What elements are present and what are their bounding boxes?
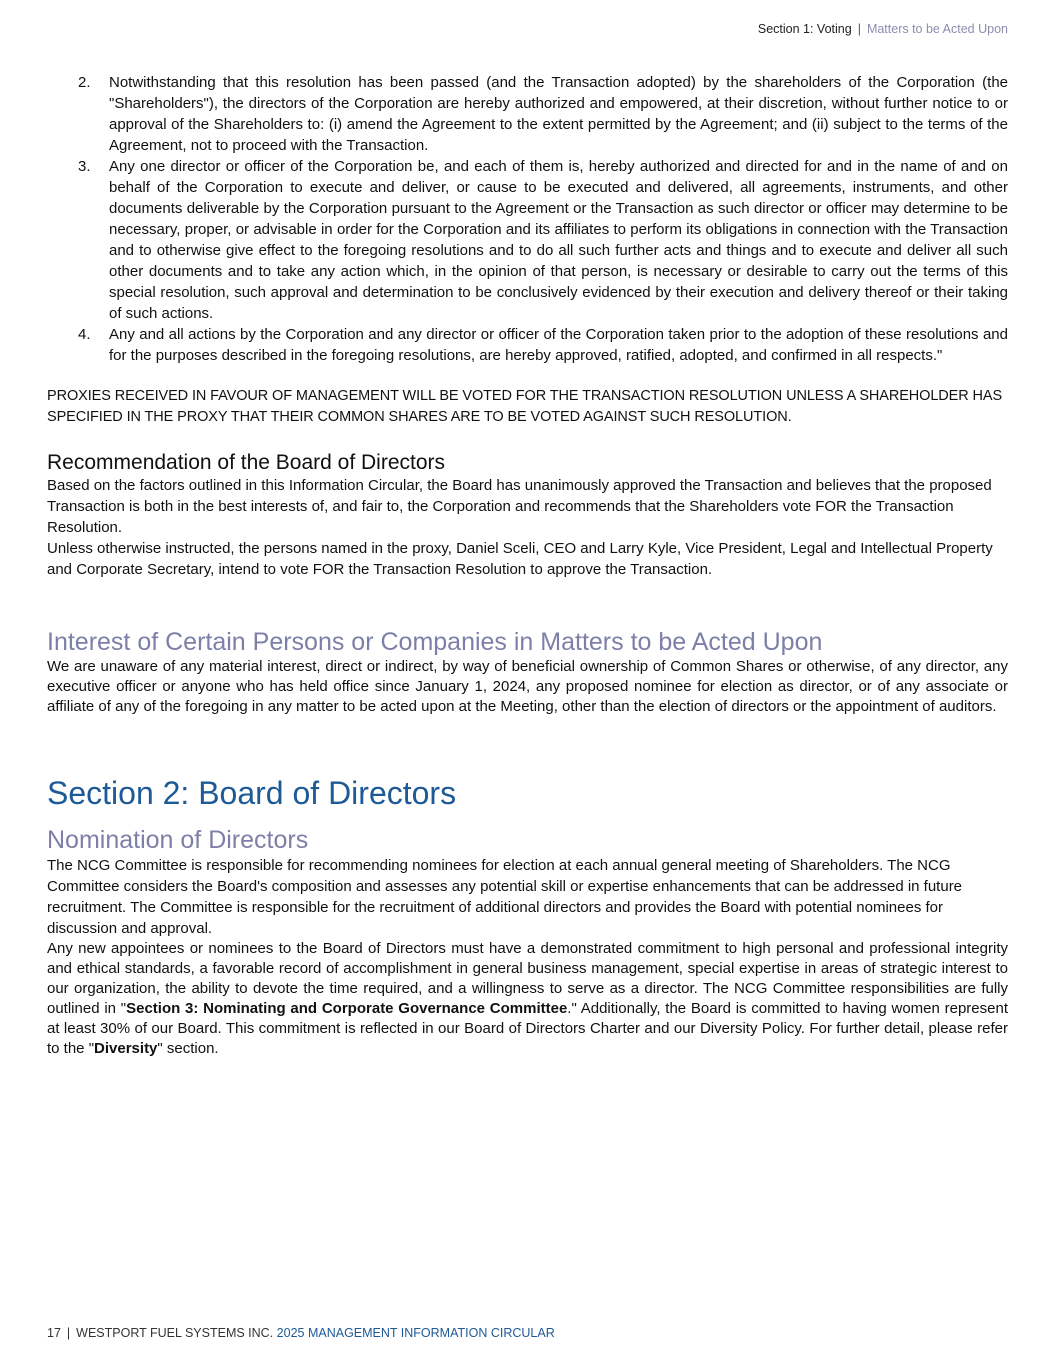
header-separator: | bbox=[857, 22, 861, 36]
page-number: 17 bbox=[47, 1326, 61, 1340]
list-item bbox=[47, 156, 1008, 324]
list-item-number: 4. bbox=[78, 326, 91, 343]
paragraph-text: ." Additionally, the Board is committed to having women represent at least 30% of our Board. This commitment is reflected in our Board of Directors Charter and our Diversity Policy. For further detail, please refer to the " bbox=[47, 1000, 1008, 1057]
nomination-heading: Nomination of Directors bbox=[47, 826, 309, 854]
nomination-paragraph-2 bbox=[47, 939, 1008, 1059]
interest-paragraph: We are unaware of any material interest, direct or indirect, by way of beneficial ownership of Common Shares or otherwise, of any director, any executive officer or anyone who has held office since January 1, 2024, any proposed nominee for election as director, or of any associate or affiliate of any of the foregoing in any matter to be acted upon at the Meeting, other than the election of directors or the appointment of auditors. bbox=[47, 658, 1008, 715]
list-item-text: Any one director or officer of the Corporation be, and each of them is, hereby authorized and directed for and in the name of and on behalf of the Corporation to execute and deliver, or cause to be executed and delivered, all agreements, instruments, and other documents deliverable by the Corporation pursuant to the Agreement or the Transaction as such director or officer may determine to be necessary, proper, or advisable in order for the Corporation and its affiliates to perform its obligations in connection with the Transaction and to otherwise give effect to the foregoing resolutions and to do all such further acts and things and to execute and deliver all such other documents and to take any action which, in the opinion of that person, is necessary or desirable to carry out the terms of this special resolution, such approval and determination to be conclusively evidenced by their execution and delivery thereof or their taking of such actions. bbox=[109, 158, 1008, 322]
running-header bbox=[758, 22, 1008, 36]
list-item-text: Any and all actions by the Corporation and any director or officer of the Corporation taken prior to the adoption of these resolutions and for the purposes described in the foregoing resolutions, are hereby approved, ratified, adopted, and confirmed in all respects." bbox=[109, 326, 1008, 364]
paragraph-text: Any new appointees or nominees to the Board of Directors must have a demonstrated commitment to high personal and professional integrity and ethical standards, a favorable record of accomplishment in general business management, special expertise in areas of strategic interest to our organization, the ability to devote the time required, and a willingness to serve as a director. The NCG Committee responsibilities are fully outlined in " bbox=[47, 940, 1008, 1017]
paragraph-text: " section. bbox=[157, 1040, 219, 1057]
recommendation-heading: Recommendation of the Board of Directors bbox=[47, 451, 446, 474]
section-2-title: Section 2: Board of Directors bbox=[47, 775, 457, 811]
list-item bbox=[47, 72, 1008, 156]
interest-heading: Interest of Certain Persons or Companies in Matters to be Acted Upon bbox=[47, 628, 823, 656]
list-item-text: Notwithstanding that this resolution has been passed (and the Transaction adopted) by the shareholders of the Corporation (the "Shareholders"), the directors of the Corporation are hereby authorized and empowered, at their discretion, without further notice to or approval of the Shareholders to: (i) amend the Agreement to the extent permitted by the Agreement; and (ii) subject to the terms of the Agreement, not to proceed with the Transaction. bbox=[109, 74, 1008, 154]
proxy-notice: PROXIES RECEIVED IN FAVOUR OF MANAGEMENT WILL BE VOTED FOR THE TRANSACTION RESOLUTION UNLESS A SHAREHOLDER HAS SPECIFIED IN THE PROXY THAT THEIR COMMON SHARES ARE TO BE VOTED AGAINST SUCH RESOLUTION. bbox=[47, 388, 1003, 425]
recommendation-paragraph-2: Unless otherwise instructed, the persons named in the proxy, Daniel Sceli, CEO and Larry Kyle, Vice President, Legal and Intellectual Property and Corporate Secretary, intend to vote FOR the Transaction Resolution to approve the Transaction. bbox=[47, 540, 993, 578]
list-item-number: 3. bbox=[78, 158, 91, 175]
footer-company: WESTPORT FUEL SYSTEMS INC. bbox=[76, 1326, 274, 1340]
nomination-paragraph-1: The NCG Committee is responsible for recommending nominees for election at each annual general meeting of Shareholders. The NCG Committee considers the Board's composition and assesses any potential skill or expertise enhancements that can be addressed in future recruitment. The Committee is responsible for the recruitment of additional directors and provides the Board with potential nominees for discussion and approval. bbox=[47, 857, 963, 937]
page-content bbox=[47, 72, 1008, 1059]
section-3-reference: Section 3: Nominating and Corporate Governance Committee bbox=[126, 1000, 568, 1017]
list-item-number: 2. bbox=[78, 74, 91, 91]
footer-document-title: 2025 MANAGEMENT INFORMATION CIRCULAR bbox=[276, 1326, 555, 1340]
header-subsection: Matters to be Acted Upon bbox=[866, 22, 1008, 36]
recommendation-paragraph-1: Based on the factors outlined in this Information Circular, the Board has unanimously approved the Transaction and believes that the proposed Transaction is both in the best interests of, and fair to, the Corporation and recommends that the Shareholders vote FOR the Transaction Resolution. bbox=[47, 477, 992, 536]
footer-separator: | bbox=[66, 1326, 71, 1340]
header-section: Section 1: Voting bbox=[757, 22, 852, 36]
page-footer bbox=[47, 1326, 555, 1340]
diversity-reference: Diversity bbox=[94, 1040, 158, 1057]
resolutions-list bbox=[47, 72, 1008, 366]
list-item bbox=[47, 324, 1008, 366]
